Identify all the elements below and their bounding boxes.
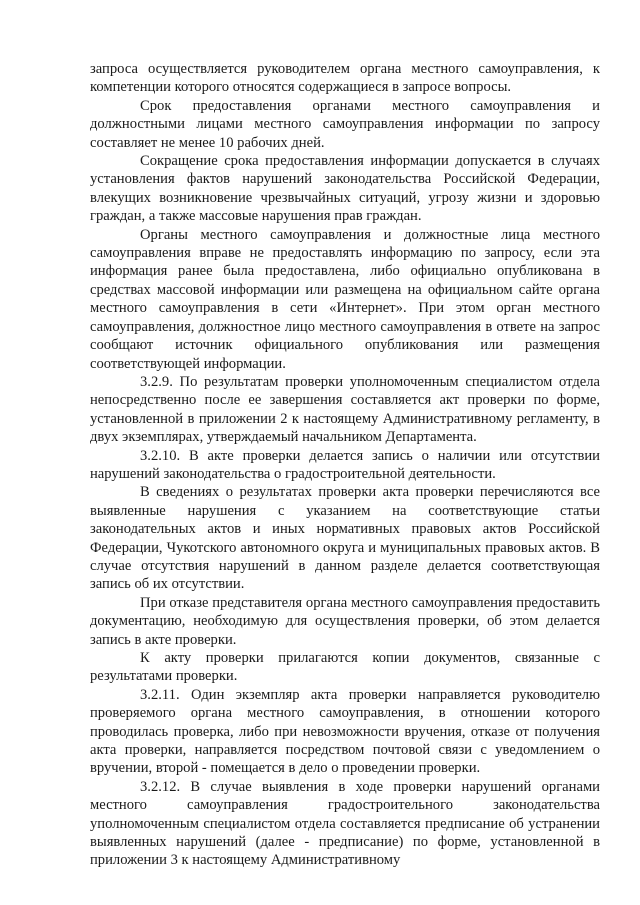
paragraph-attachments: К акту проверки прилагаются копии документов, связанные с результатами проверки. (90, 650, 600, 685)
paragraph-refusal-record: При отказе представителя органа местного самоуправления предоставить документацию, необходимую для осуществления проверки, об этом делается запись в акте проверки. (90, 594, 600, 648)
paragraph-violations-list: В сведениях о результатах проверки акта проверки перечисляются все выявленные нарушения с указанием на соответствующие статьи законодательных актов и иных нормативных правовых актов Российской Федерации, Чукотского автономного округа и муниципальных правовых актов. В случае отсутствия нарушений в данном разделе делается соответствующая запись об их отсутствии. (90, 484, 600, 593)
paragraph-refusal-right: Органы местного самоуправления и должностные лица местного самоуправления вправе не предоставлять информацию по запросу, если эта информация ранее была предоставлена, либо официально опубликована в средствах массовой информации или размещена на официальном сайте органа местного самоуправления в сети «Интернет». При этом орган местного самоуправления, должностное лицо местного самоуправления в ответе на запрос сообщают источник официального опубликования или размещения соответствующей информации. (90, 226, 600, 372)
paragraph-3-2-9: 3.2.9. По результатам проверки уполномоченным специалистом отдела непосредственно после ее завершения составляется акт проверки по форме, установленной в приложении 2 к настоящему Административному регламенту, в двух экземплярах, утверждаемый начальником Департамента. (90, 373, 600, 446)
document-body (90, 60, 600, 870)
paragraph-3-2-12: 3.2.12. В случае выявления в ходе проверки нарушений органами местного самоуправления градостроительного законодательства уполномоченным специалистом отдела составляется предписание об устранении выявленных нарушений (далее - предписание) по форме, установленной в приложении 3 к настоящему Административному (90, 778, 600, 869)
paragraph-deadline-reduction: Сокращение срока предоставления информации допускается в случаях установления фактов нарушений законодательства Российской Федерации, влекущих возникновение чрезвычайных ситуаций, угрозу жизни и здоровью граждан, а также массовые нарушения прав граждан. (90, 153, 600, 225)
paragraph-3-2-10: 3.2.10. В акте проверки делается запись о наличии или отсутствии нарушений законодательства о градостроительной деятельности. (90, 447, 600, 482)
paragraph-3-2-11: 3.2.11. Один экземпляр акта проверки направляется руководителю проверяемого органа местного самоуправления, в отношении которого проводилась проверка, либо при невозможности вручения, отказе от получения акта проверки, направляется посредством почтовой связи с уведомлением о вручении, второй - помещается в дело о проведении проверки. (90, 686, 600, 777)
paragraph-response-deadline: Срок предоставления органами местного самоуправления и должностными лицами местного самоуправления информации по запросу составляет не менее 10 рабочих дней. (90, 97, 600, 151)
paragraph-continuation: запроса осуществляется руководителем органа местного самоуправления, к компетенции которого относятся содержащиеся в запросе вопросы. (90, 61, 600, 96)
